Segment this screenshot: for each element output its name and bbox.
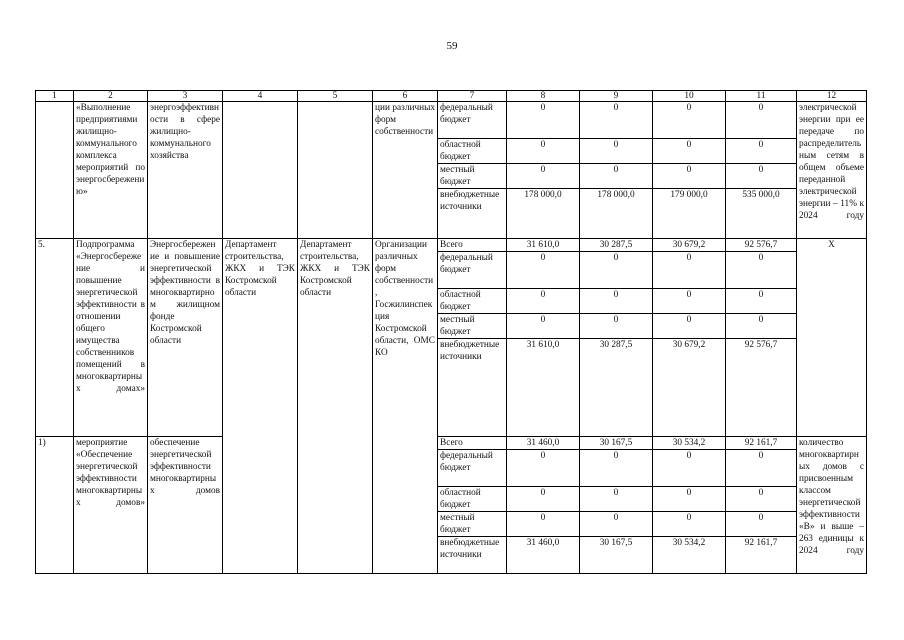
source-cell: внебюджетные источники [438,339,507,437]
value-cell: 30 167,5 [580,437,653,450]
cont-name-cell: «Выполнение предприятиями жилищно-коммунального комплекса мероприятий по энергосбережению» [74,102,148,239]
sec5-goal-cell: Энергосбережение и повышение энергетической эффективности в многоквартирном жилищном фонде Костромской области [148,239,223,437]
value-cell: 0 [653,512,726,537]
value-cell: 31 460,0 [507,537,580,574]
table-row [36,437,867,450]
value-cell: 0 [653,314,726,339]
value-cell: 0 [580,139,653,164]
value-cell: 0 [726,314,797,339]
value-cell: 31 460,0 [507,437,580,450]
value-cell: 0 [507,314,580,339]
value-cell: 30 287,5 [580,339,653,437]
value-cell: 0 [653,450,726,487]
value-cell: 0 [580,314,653,339]
sec5-name-cell: Подпрограмма «Энергосбережение и повышение энергетической эффективности в отношении общего имущества собственников помещений в многоквартирных домах» [74,239,148,437]
header-cell: 7 [438,91,507,102]
value-cell: 178 000,0 [580,189,653,239]
cont-number-cell [36,102,74,239]
value-cell: 31 610,0 [507,239,580,252]
value-cell: 0 [507,450,580,487]
sec5-executor-cell: Департамент строительства, ЖКХ и ТЭК Костромской области [298,239,373,574]
value-cell: 92 576,7 [726,339,797,437]
header-cell: 6 [373,91,438,102]
table-row [36,239,867,252]
value-cell: 0 [507,289,580,314]
cont-executor-cell [298,102,373,239]
source-cell: федеральный бюджет [438,450,507,487]
header-cell: 2 [74,91,148,102]
value-cell: 0 [507,487,580,512]
header-cell: 1 [36,91,74,102]
value-cell: 0 [580,252,653,289]
value-cell: 0 [653,139,726,164]
item1-goal-cell: обеспечение энергетической эффективности многоквартирных домов [148,437,223,574]
item1-name-cell: мероприятие «Обеспечение энергетической эффективности многоквартирных домов» [74,437,148,574]
source-cell: местный бюджет [438,164,507,189]
value-cell: 0 [726,252,797,289]
value-cell: 92 161,7 [726,537,797,574]
value-cell: 0 [726,512,797,537]
value-cell: 178 000,0 [507,189,580,239]
source-cell: федеральный бюджет [438,252,507,289]
header-cell: 11 [726,91,797,102]
header-cell: 8 [507,91,580,102]
value-cell: 0 [726,487,797,512]
header-row [36,91,867,102]
header-cell: 9 [580,91,653,102]
value-cell: 30 167,5 [580,537,653,574]
value-cell: 0 [653,289,726,314]
value-cell: 0 [507,252,580,289]
sec5-coordinator-cell: Департамент строительства, ЖКХ и ТЭК Костромской области [223,239,298,574]
header-cell: 5 [298,91,373,102]
source-cell: областной бюджет [438,139,507,164]
value-cell: 0 [580,102,653,139]
header-cell: 12 [797,91,867,102]
table-row [36,102,867,139]
value-cell: 0 [507,164,580,189]
value-cell: 0 [653,102,726,139]
value-cell: 0 [580,164,653,189]
source-cell: Всего [438,239,507,252]
header-cell: 10 [653,91,726,102]
header-cell: 3 [148,91,223,102]
value-cell: 0 [507,512,580,537]
value-cell: 0 [726,102,797,139]
value-cell: 179 000,0 [653,189,726,239]
source-cell: местный бюджет [438,512,507,537]
item1-number-cell: 1) [36,437,74,574]
value-cell: 30 679,2 [653,339,726,437]
cont-coordinator-cell [223,102,298,239]
sec5-participants-cell: Организации различных форм собственности, Госжилинспекция Костромской области, ОМС КО [373,239,438,574]
value-cell: 0 [507,139,580,164]
value-cell: 30 287,5 [580,239,653,252]
value-cell: 30 534,2 [653,537,726,574]
source-cell: областной бюджет [438,289,507,314]
value-cell: 0 [580,450,653,487]
cont-participants-cell: ции различных форм собственности [373,102,438,239]
header-cell: 4 [223,91,298,102]
value-cell: 0 [580,512,653,537]
value-cell: 0 [726,139,797,164]
cont-goal-cell: энергоэффективности в сфере жилищно-коммунального хозяйства [148,102,223,239]
cont-indicator-cell: электрической энергии при ее передаче по распределительным сетям в общем объеме переданной электрической энергии – 11% к 2024 году [797,102,867,239]
value-cell: 0 [726,289,797,314]
value-cell: 30 534,2 [653,437,726,450]
value-cell: 0 [653,487,726,512]
source-cell: областной бюджет [438,487,507,512]
value-cell: 0 [580,487,653,512]
sec5-number-cell: 5. [36,239,74,437]
value-cell: 30 679,2 [653,239,726,252]
value-cell: 0 [507,102,580,139]
sec5-indicator-cell: X [797,239,867,437]
value-cell: 0 [653,252,726,289]
value-cell: 31 610,0 [507,339,580,437]
budget-table [35,90,867,574]
source-cell: местный бюджет [438,314,507,339]
source-cell: внебюджетные источники [438,189,507,239]
value-cell: 0 [580,289,653,314]
source-cell: Всего [438,437,507,450]
value-cell: 0 [653,164,726,189]
value-cell: 535 000,0 [726,189,797,239]
value-cell: 92 576,7 [726,239,797,252]
item1-indicator-cell: количество многоквартирных домов с присвоенным классом энергетической эффективности «B» и выше – 263 единицы к 2024 году [797,437,867,574]
value-cell: 0 [726,164,797,189]
value-cell: 0 [726,450,797,487]
page-number: 59 [446,40,458,52]
value-cell: 92 161,7 [726,437,797,450]
source-cell: внебюджетные источники [438,537,507,574]
source-cell: федеральный бюджет [438,102,507,139]
